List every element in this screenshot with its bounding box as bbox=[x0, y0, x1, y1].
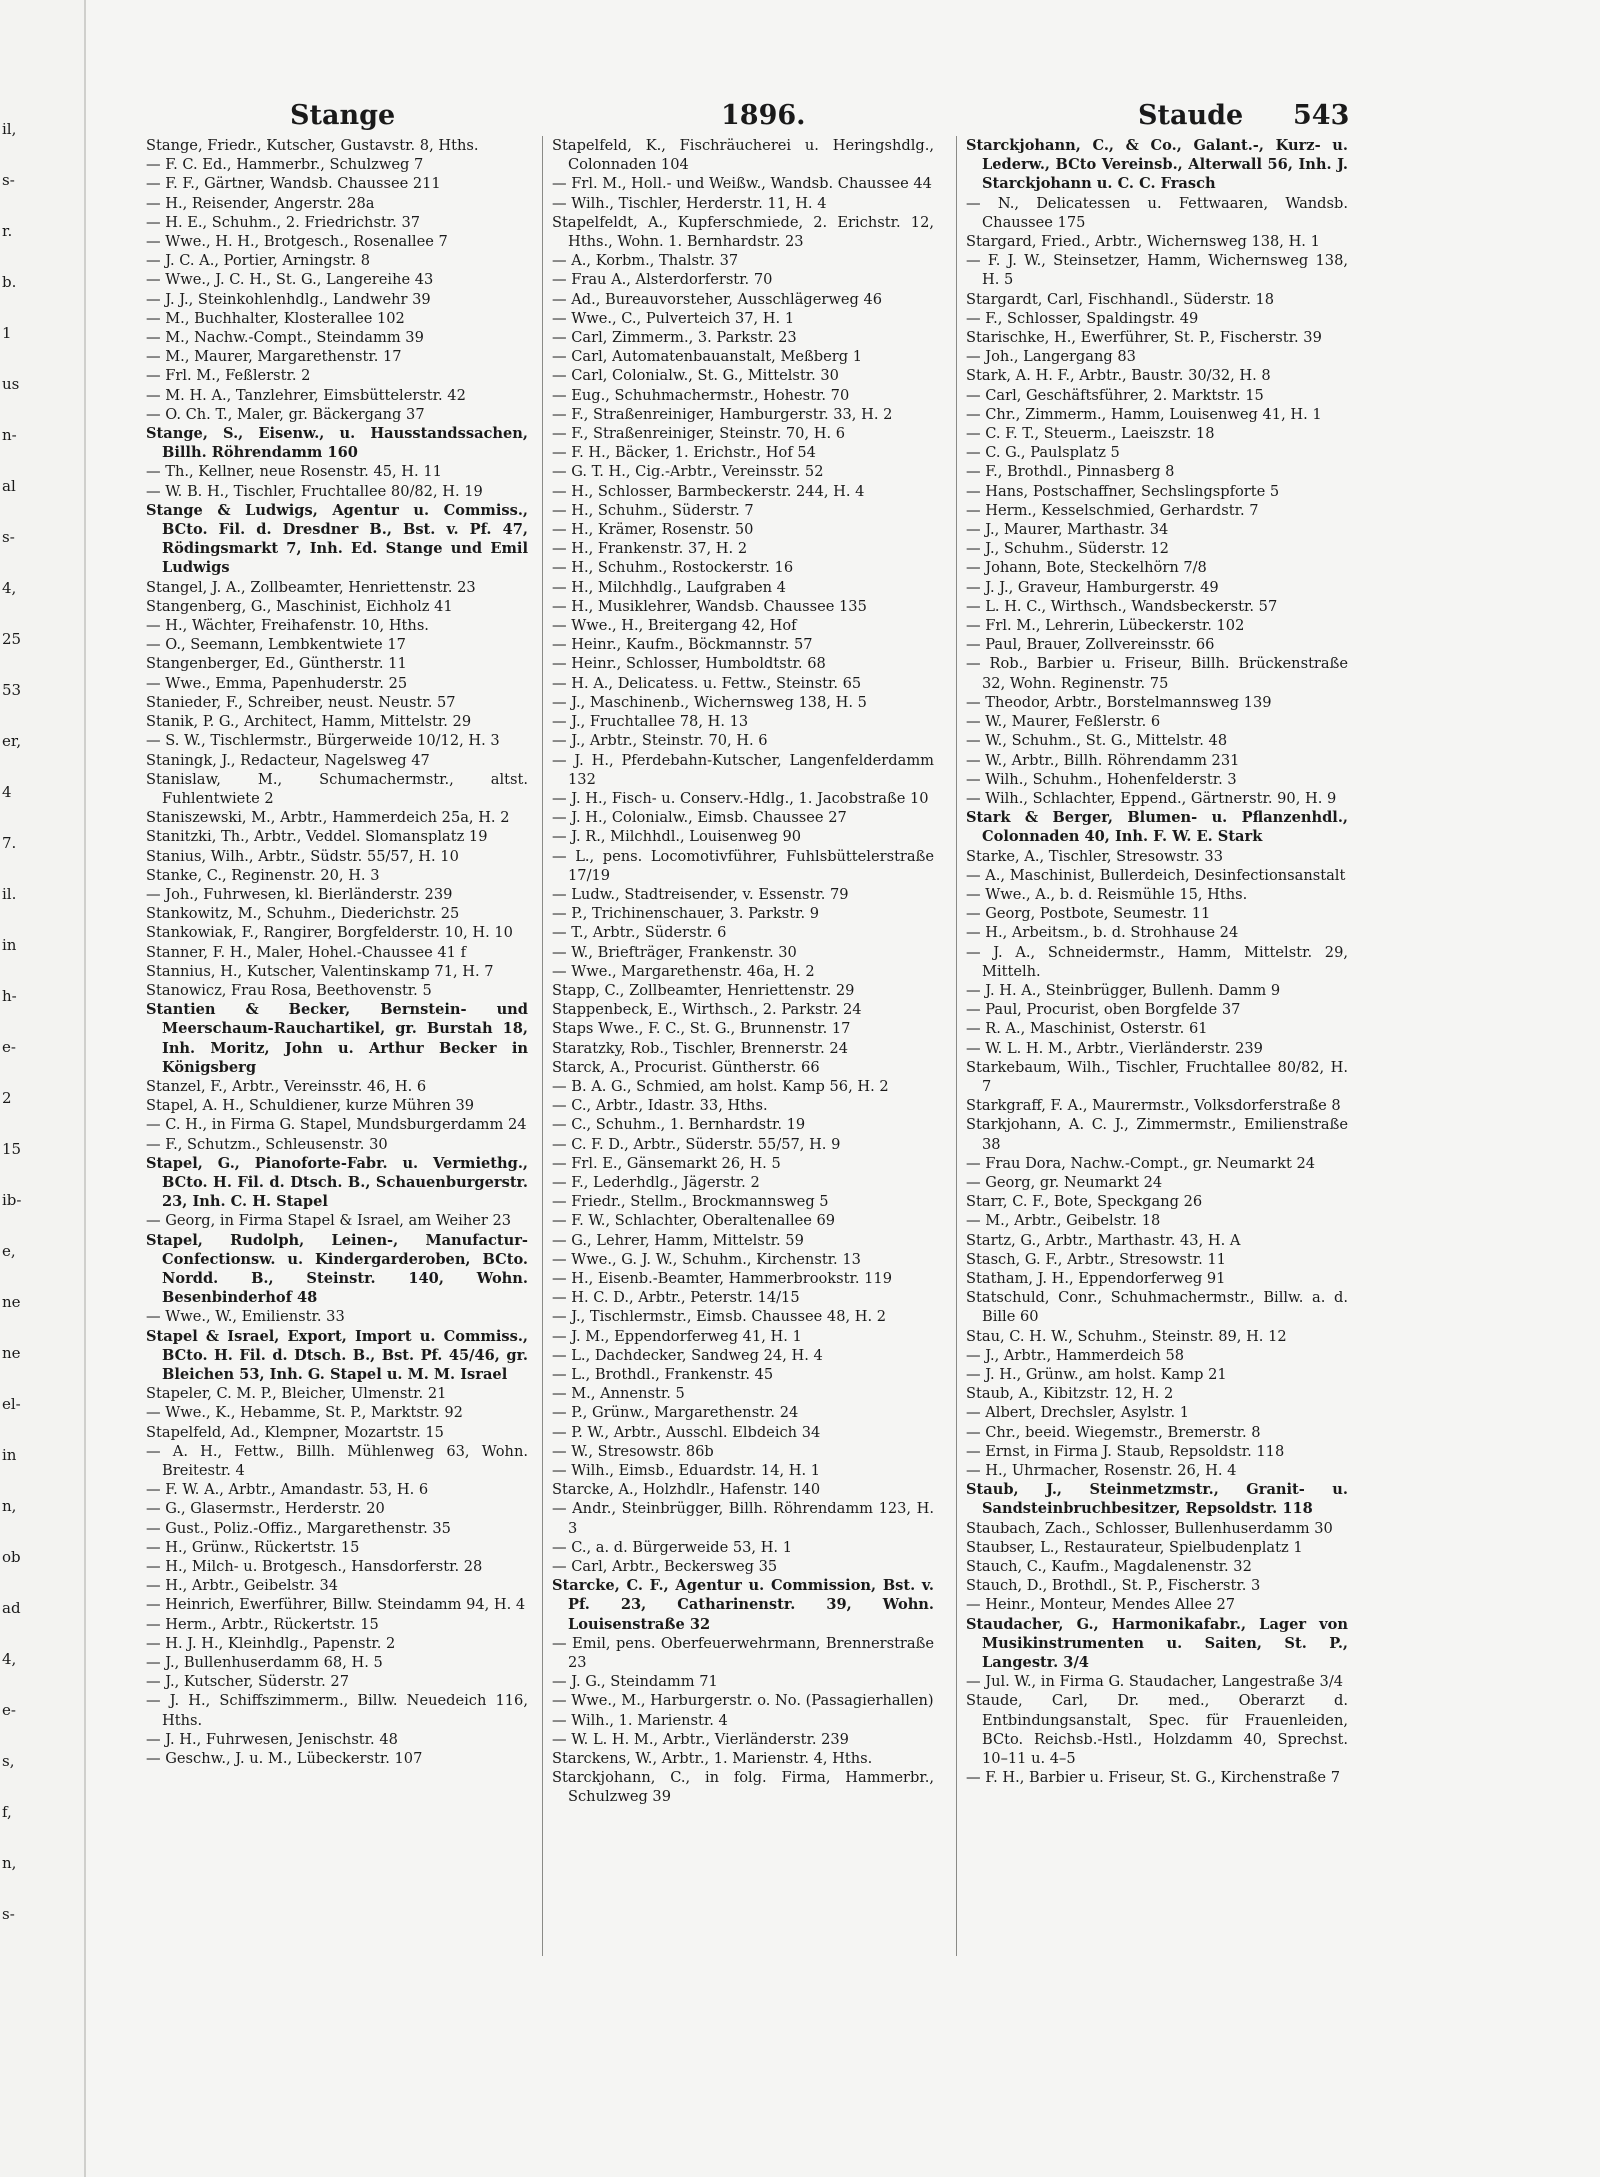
directory-entry: — H., Milch- u. Brotgesch., Hansdorferstr. 28 bbox=[146, 1558, 483, 1576]
directory-entry: — W. L. H. M., Arbtr., Vierländerstr. 239 bbox=[966, 1039, 1263, 1057]
directory-entry: Stapelfeldt, A., Kupferschmiede, 2. Erichstr. 12, Hths., Wohn. 1. Bernhardstr. 23 bbox=[552, 213, 934, 251]
directory-entry: — Wilh., Schlachter, Eppend., Gärtnerstr. 90, H. 9 bbox=[966, 789, 1337, 807]
edge-fragment: 4, bbox=[2, 579, 17, 597]
directory-entry: Staude, Carl, Dr. med., Oberarzt d. Entbindungsanstalt, Spec. für Frauenleiden, BCto. Reichsb.-Hstl., Holzdamm 40, Sprechst. 10–11 u. 4–5 bbox=[966, 1692, 1348, 1768]
directory-entry: Staningk, J., Redacteur, Nagelsweg 47 bbox=[146, 751, 430, 769]
directory-entry: Stargard, Fried., Arbtr., Wichernsweg 138, H. 1 bbox=[966, 233, 1320, 251]
directory-entry: — L., pens. Locomotivführer, Fuhlsbüttelerstraße 17/19 bbox=[552, 847, 934, 884]
directory-entry: — Heinr., Monteur, Mendes Allee 27 bbox=[966, 1596, 1236, 1614]
directory-entry: Starke, A., Tischler, Stresowstr. 33 bbox=[966, 847, 1223, 865]
directory-entry: Staubser, L., Restaurateur, Spielbudenplatz 1 bbox=[966, 1538, 1303, 1556]
edge-fragment: in bbox=[2, 1446, 17, 1464]
directory-entry: — Johann, Bote, Steckelhörn 7/8 bbox=[966, 559, 1207, 577]
directory-entry: Stargardt, Carl, Fischhandl., Süderstr. 18 bbox=[966, 290, 1275, 308]
directory-entry: — J. J., Graveur, Hamburgerstr. 49 bbox=[966, 578, 1219, 596]
directory-entry: — Frau A., Alsterdorferstr. 70 bbox=[552, 271, 773, 289]
directory-entry: — F., Straßenreiniger, Steinstr. 70, H. 6 bbox=[552, 425, 846, 443]
directory-entry: — Rob., Barbier u. Friseur, Billh. Brückenstraße 32, Wohn. Reginenstr. 75 bbox=[966, 655, 1348, 692]
directory-entry: Stanowicz, Frau Rosa, Beethovenstr. 5 bbox=[146, 981, 432, 999]
directory-entry: Stanke, C., Reginenstr. 20, H. 3 bbox=[146, 866, 380, 884]
directory-entry: Stauch, C., Kaufm., Magdalenenstr. 32 bbox=[966, 1558, 1252, 1576]
directory-entry: — J., Fruchtallee 78, H. 13 bbox=[552, 713, 749, 731]
directory-entry: — M., Nachw.-Compt., Steindamm 39 bbox=[146, 329, 424, 347]
directory-entry: — A. H., Fettw., Billh. Mühlenweg 63, Wohn. Breitestr. 4 bbox=[146, 1442, 528, 1480]
directory-entry: — Chr., Zimmerm., Hamm, Louisenweg 41, H. 1 bbox=[966, 405, 1322, 423]
directory-column-1 bbox=[146, 136, 528, 1768]
directory-entry: Stasch, G. F., Arbtr., Stresowstr. 11 bbox=[966, 1250, 1226, 1268]
directory-entry-firm: Stapel, G., Pianoforte-Fabr. u. Vermiethg., BCto. H. Fil. d. Dtsch. B., Schauenburgerstr. 23, Inh. C. H. Stapel bbox=[146, 1154, 528, 1211]
head-left-word: Stange bbox=[290, 100, 396, 131]
directory-entry-firm: Starcke, C. F., Agentur u. Commission, Bst. v. Pf. 23, Catharinenstr. 39, Wohn. Louisenstraße 32 bbox=[552, 1577, 934, 1633]
edge-fragment: n, bbox=[2, 1497, 17, 1515]
edge-fragment: al bbox=[2, 477, 16, 495]
directory-entry: — Georg, gr. Neumarkt 24 bbox=[966, 1173, 1163, 1191]
directory-entry: — F. H., Barbier u. Friseur, St. G., Kirchenstraße 7 bbox=[966, 1769, 1340, 1787]
directory-entry: — C. H., in Firma G. Stapel, Mundsburgerdamm 24 bbox=[146, 1116, 527, 1134]
directory-entry: — J. H., Grünw., am holst. Kamp 21 bbox=[966, 1366, 1227, 1383]
directory-entry: — Frl. M., Feßlerstr. 2 bbox=[146, 367, 311, 385]
directory-entry: — Georg, in Firma Stapel & Israel, am Weiher 23 bbox=[146, 1212, 512, 1230]
directory-entry: — C. G., Paulsplatz 5 bbox=[966, 444, 1120, 462]
directory-entry: — J. M., Eppendorferweg 41, H. 1 bbox=[552, 1327, 802, 1345]
edge-fragment: 25 bbox=[2, 630, 22, 648]
directory-entry: — J. A., Schneidermstr., Hamm, Mittelstr. 29, Mittelh. bbox=[966, 943, 1348, 980]
directory-entry: Starr, C. F., Bote, Speckgang 26 bbox=[966, 1193, 1203, 1211]
directory-entry: — M. H. A., Tanzlehrer, Eimsbüttelerstr. 42 bbox=[146, 386, 466, 404]
directory-entry: — H., Schuhm., Rostockerstr. 16 bbox=[552, 559, 794, 577]
directory-entry: — F. J. W., Steinsetzer, Hamm, Wichernsweg 138, H. 5 bbox=[966, 252, 1348, 289]
directory-entry: — P. W., Arbtr., Ausschl. Elbdeich 34 bbox=[552, 1423, 821, 1441]
directory-entry: — J. R., Milchhdl., Louisenweg 90 bbox=[552, 828, 802, 846]
directory-entry: — Th., Kellner, neue Rosenstr. 45, H. 11 bbox=[146, 463, 442, 481]
directory-entry: — H., Musiklehrer, Wandsb. Chaussee 135 bbox=[552, 597, 867, 615]
directory-entry: Stauch, D., Brothdl., St. P., Fischerstr. 3 bbox=[966, 1577, 1261, 1595]
directory-entry: — O. Ch. T., Maler, gr. Bäckergang 37 bbox=[146, 405, 425, 423]
directory-entry-firm: Staudacher, G., Harmonikafabr., Lager von Musikinstrumenten u. Saiten, St. P., Langestr. 3/4 bbox=[966, 1615, 1348, 1672]
directory-entry: — G. T. H., Cig.-Arbtr., Vereinsstr. 52 bbox=[552, 463, 824, 481]
directory-entry: Stangenberg, G., Maschinist, Eichholz 41 bbox=[146, 597, 453, 615]
directory-entry: — J. C. A., Portier, Arningstr. 8 bbox=[146, 252, 371, 270]
directory-entry: — Paul, Procurist, oben Borgfelde 37 bbox=[966, 1001, 1241, 1019]
directory-entry: Stapelfeld, K., Fischräucherei u. Heringshdlg., Colonnaden 104 bbox=[552, 137, 934, 174]
directory-entry: Starcke, A., Holzhdlr., Hafenstr. 140 bbox=[552, 1481, 821, 1499]
directory-entry: Startz, G., Arbtr., Marthastr. 43, H. A bbox=[966, 1231, 1241, 1249]
edge-fragment: e- bbox=[2, 1038, 16, 1056]
directory-entry: — G., Lehrer, Hamm, Mittelstr. 59 bbox=[552, 1231, 804, 1249]
directory-entry: — Carl, Geschäftsführer, 2. Marktstr. 15 bbox=[966, 386, 1264, 404]
directory-entry: — Wwe., J. C. H., St. G., Langereihe 43 bbox=[146, 271, 434, 289]
directory-entry: — H. C. D., Arbtr., Peterstr. 14/15 bbox=[552, 1289, 800, 1307]
directory-entry: — H., Uhrmacher, Rosenstr. 26, H. 4 bbox=[966, 1462, 1237, 1480]
directory-entry: Starkjohann, A. C. J., Zimmermstr., Emilienstraße 38 bbox=[966, 1116, 1348, 1153]
directory-entry: — J., Bullenhuserdamm 68, H. 5 bbox=[146, 1654, 383, 1672]
directory-entry: — Wwe., W., Emilienstr. 33 bbox=[146, 1308, 345, 1326]
directory-entry: — F. F., Gärtner, Wandsb. Chaussee 211 bbox=[146, 175, 441, 193]
directory-entry: — R. A., Maschinist, Osterstr. 61 bbox=[966, 1020, 1208, 1038]
directory-entry: — L., Brothdl., Frankenstr. 45 bbox=[552, 1366, 774, 1383]
directory-entry: — Herm., Arbtr., Rückertstr. 15 bbox=[146, 1615, 379, 1633]
directory-entry: — H., Milchhdlg., Laufgraben 4 bbox=[552, 578, 786, 596]
edge-fragment: il. bbox=[2, 885, 17, 903]
directory-entry: Stanik, P. G., Architect, Hamm, Mittelstr. 29 bbox=[146, 713, 472, 731]
directory-entry: — H., Schlosser, Barmbeckerstr. 244, H. 4 bbox=[552, 482, 865, 500]
directory-entry: — Herm., Kesselschmied, Gerhardstr. 7 bbox=[966, 501, 1259, 519]
directory-entry: — Frl. E., Gänsemarkt 26, H. 5 bbox=[552, 1154, 781, 1172]
edge-fragment: s- bbox=[2, 528, 15, 546]
directory-entry: Statham, J. H., Eppendorferweg 91 bbox=[966, 1269, 1226, 1287]
directory-entry: — F., Brothdl., Pinnasberg 8 bbox=[966, 463, 1175, 481]
edge-fragment: 4, bbox=[2, 1650, 17, 1668]
edge-fragment: 1 bbox=[2, 324, 12, 342]
directory-entry: — M., Maurer, Margarethenstr. 17 bbox=[146, 348, 402, 366]
directory-entry: — L. H. C., Wirthsch., Wandsbeckerstr. 57 bbox=[966, 597, 1278, 615]
directory-entry: — H., Krämer, Rosenstr. 50 bbox=[552, 521, 754, 539]
directory-entry: — H. E., Schuhm., 2. Friedrichstr. 37 bbox=[146, 213, 421, 231]
directory-entry: — Carl, Colonialw., St. G., Mittelstr. 30 bbox=[552, 367, 839, 385]
directory-entry-firm: Stark & Berger, Blumen- u. Pflanzenhdl., Colonnaden 40, Inh. F. W. E. Stark bbox=[966, 809, 1348, 846]
directory-entry: Stanitzki, Th., Arbtr., Veddel. Slomansplatz 19 bbox=[146, 828, 488, 846]
directory-entry: Staps Wwe., F. C., St. G., Brunnenstr. 17 bbox=[552, 1020, 851, 1038]
directory-entry: — J. G., Steindamm 71 bbox=[552, 1673, 718, 1691]
edge-fragment: in bbox=[2, 936, 17, 954]
directory-entry: — B. A. G., Schmied, am holst. Kamp 56, H. 2 bbox=[552, 1077, 889, 1095]
edge-fragment: r. bbox=[2, 222, 13, 240]
directory-entry: — H., Arbtr., Geibelstr. 34 bbox=[146, 1577, 339, 1595]
directory-entry: — Albert, Drechsler, Asylstr. 1 bbox=[966, 1404, 1190, 1422]
directory-entry: — Frau Dora, Nachw.-Compt., gr. Neumarkt 24 bbox=[966, 1154, 1316, 1172]
directory-entry: — J. H., Fuhrwesen, Jenischstr. 48 bbox=[146, 1730, 398, 1748]
directory-entry: — C., Schuhm., 1. Bernhardstr. 19 bbox=[552, 1116, 806, 1134]
directory-entry: — F. H., Bäcker, 1. Erichstr., Hof 54 bbox=[552, 444, 816, 462]
directory-entry: Stangel, J. A., Zollbeamter, Henriettenstr. 23 bbox=[146, 578, 476, 596]
directory-entry: Staub, A., Kibitzstr. 12, H. 2 bbox=[966, 1385, 1174, 1403]
head-year: 1896. bbox=[721, 100, 806, 131]
directory-entry: Starck, A., Procurist. Güntherstr. 66 bbox=[552, 1058, 820, 1076]
directory-entry: — Eug., Schuhmachermstr., Hohestr. 70 bbox=[552, 386, 850, 404]
directory-entry: — O., Seemann, Lembkentwiete 17 bbox=[146, 636, 406, 654]
column-divider bbox=[956, 136, 957, 1956]
directory-entry: — J. J., Steinkohlenhdlg., Landwehr 39 bbox=[146, 290, 431, 308]
directory-entry: Stankowitz, M., Schuhm., Diederichstr. 25 bbox=[146, 905, 460, 923]
directory-entry: — Wwe., A., b. d. Reismühle 15, Hths. bbox=[966, 885, 1248, 903]
directory-entry: Stapelfeld, Ad., Klempner, Mozartstr. 15 bbox=[146, 1423, 444, 1441]
edge-fragment: h- bbox=[2, 987, 17, 1005]
directory-entry: — Heinr., Kaufm., Böckmannstr. 57 bbox=[552, 636, 813, 654]
directory-entry: — Emil, pens. Oberfeuerwehrmann, Brennerstraße 23 bbox=[552, 1634, 934, 1672]
directory-entry: — Geschw., J. u. M., Lübeckerstr. 107 bbox=[146, 1750, 423, 1768]
directory-column-3 bbox=[966, 136, 1348, 1787]
directory-entry: — S. W., Tischlermstr., Bürgerweide 10/12, H. 3 bbox=[146, 732, 500, 750]
directory-entry: — W., Arbtr., Billh. Röhrendamm 231 bbox=[966, 751, 1240, 769]
directory-entry: — Jul. W., in Firma G. Staudacher, Langestraße 3/4 bbox=[966, 1673, 1344, 1691]
directory-entry: Statschuld, Conr., Schuhmachermstr., Billw. a. d. Bille 60 bbox=[966, 1289, 1348, 1326]
edge-fragment: s- bbox=[2, 1905, 15, 1923]
edge-fragment: ob bbox=[2, 1548, 21, 1566]
edge-fragment: ne bbox=[2, 1293, 21, 1311]
directory-entry: — Joh., Fuhrwesen, kl. Bierländerstr. 239 bbox=[146, 885, 453, 903]
directory-entry: — Joh., Langergang 83 bbox=[966, 348, 1136, 366]
directory-entry-firm: Staub, J., Steinmetzmstr., Granit- u. Sandsteinbruchbesitzer, Repsoldstr. 118 bbox=[966, 1481, 1348, 1518]
directory-page bbox=[138, 100, 1350, 1980]
directory-entry: — H., Grünw., Rückertstr. 15 bbox=[146, 1538, 360, 1556]
directory-entry: — C., a. d. Bürgerweide 53, H. 1 bbox=[552, 1538, 792, 1556]
directory-entry: — Ludw., Stadtreisender, v. Essenstr. 79 bbox=[552, 885, 849, 903]
directory-entry: — J. H. A., Steinbrügger, Bullenh. Damm 9 bbox=[966, 981, 1281, 999]
directory-entry: — F. C. Ed., Hammerbr., Schulzweg 7 bbox=[146, 156, 424, 174]
directory-entry: — P., Trichinenschauer, 3. Parkstr. 9 bbox=[552, 905, 820, 923]
directory-entry: — Chr., beeid. Wiegemstr., Bremerstr. 8 bbox=[966, 1423, 1261, 1441]
edge-fragment: ib- bbox=[2, 1191, 22, 1209]
edge-fragment: e- bbox=[2, 1701, 16, 1719]
directory-entry: — A., Maschinist, Bullerdeich, Desinfectionsanstalt bbox=[966, 866, 1346, 884]
directory-entry: — J., Kutscher, Süderstr. 27 bbox=[146, 1673, 349, 1691]
directory-entry: Starischke, H., Ewerführer, St. P., Fischerstr. 39 bbox=[966, 329, 1322, 347]
directory-entry: — J., Schuhm., Süderstr. 12 bbox=[966, 540, 1169, 558]
directory-entry: Stappenbeck, E., Wirthsch., 2. Parkstr. 24 bbox=[552, 1001, 862, 1019]
directory-entry: — Wwe., K., Hebamme, St. P., Marktstr. 92 bbox=[146, 1404, 463, 1422]
edge-fragment: il, bbox=[2, 120, 17, 138]
directory-entry: — Georg, Postbote, Seumestr. 11 bbox=[966, 905, 1211, 923]
directory-entry: — T., Arbtr., Süderstr. 6 bbox=[552, 924, 727, 942]
directory-entry: — W. L. H. M., Arbtr., Vierländerstr. 239 bbox=[552, 1730, 849, 1748]
directory-entry-firm: Stange & Ludwigs, Agentur u. Commiss., BCto. Fil. d. Dresdner B., Bst. v. Pf. 47, Rödingsmarkt 7, Inh. Ed. Stange und Emil Ludwigs bbox=[146, 501, 528, 577]
directory-entry: — H., Arbeitsm., b. d. Strohhause 24 bbox=[966, 924, 1239, 942]
directory-entry: — W. B. H., Tischler, Fruchtallee 80/82, H. 19 bbox=[146, 482, 483, 500]
directory-entry: — Wwe., H. H., Brotgesch., Rosenallee 7 bbox=[146, 233, 448, 251]
edge-fragment: er, bbox=[2, 732, 22, 750]
directory-entry: — Carl, Automatenbauanstalt, Meßberg 1 bbox=[552, 348, 863, 366]
head-right-word: Staude bbox=[1138, 100, 1244, 131]
directory-entry: — Theodor, Arbtr., Borstelmannsweg 139 bbox=[966, 693, 1272, 711]
directory-entry: — W., Maurer, Feßlerstr. 6 bbox=[966, 713, 1161, 731]
edge-fragment: n- bbox=[2, 426, 17, 444]
directory-entry: — Wilh., Tischler, Herderstr. 11, H. 4 bbox=[552, 194, 827, 212]
directory-entry: — Gust., Poliz.-Offiz., Margarethenstr. 35 bbox=[146, 1519, 451, 1537]
directory-entry: Stannius, H., Kutscher, Valentinskamp 71, H. 7 bbox=[146, 962, 494, 980]
directory-entry: Starckens, W., Arbtr., 1. Marienstr. 4, Hths. bbox=[552, 1750, 873, 1768]
edge-fragment: n, bbox=[2, 1854, 17, 1872]
directory-entry: — J. H., Pferdebahn-Kutscher, Langenfelderdamm 132 bbox=[552, 751, 934, 788]
edge-fragment: f, bbox=[2, 1803, 12, 1821]
directory-entry: Staratzky, Rob., Tischler, Brennerstr. 24 bbox=[552, 1039, 848, 1057]
directory-entry: Stapel, A. H., Schuldiener, kurze Mühren 39 bbox=[146, 1097, 475, 1115]
column-divider bbox=[542, 136, 543, 1956]
directory-entry: — M., Annenstr. 5 bbox=[552, 1385, 685, 1403]
directory-entry: — C., Arbtr., Idastr. 33, Hths. bbox=[552, 1097, 768, 1115]
directory-entry: — Frl. M., Lehrerin, Lübeckerstr. 102 bbox=[966, 617, 1245, 635]
directory-entry: Stark, A. H. F., Arbtr., Baustr. 30/32, H. 8 bbox=[966, 367, 1271, 385]
directory-entry: Stanius, Wilh., Arbtr., Südstr. 55/57, H. 10 bbox=[146, 847, 459, 865]
directory-entry: — Wwe., Margarethenstr. 46a, H. 2 bbox=[552, 962, 815, 980]
directory-entry: — W., Briefträger, Frankenstr. 30 bbox=[552, 943, 797, 961]
directory-entry: — Wwe., H., Breitergang 42, Hof bbox=[552, 617, 797, 635]
directory-entry: — J., Maurer, Marthastr. 34 bbox=[966, 521, 1169, 539]
directory-entry-firm: Stange, S., Eisenw., u. Hausstandssachen, Billh. Röhrendamm 160 bbox=[146, 425, 528, 462]
directory-entry: — Hans, Postschaffner, Sechslingspforte 5 bbox=[966, 482, 1280, 500]
edge-fragment: s, bbox=[2, 1752, 15, 1770]
directory-entry: — Friedr., Stellm., Brockmannsweg 5 bbox=[552, 1193, 829, 1211]
directory-entry: — W., Schuhm., St. G., Mittelstr. 48 bbox=[966, 732, 1228, 750]
directory-entry: — Wwe., C., Pulverteich 37, H. 1 bbox=[552, 309, 795, 327]
directory-entry-firm: Stantien & Becker, Bernstein- und Meerschaum-Rauchartikel, gr. Burstah 18, Inh. Moritz, John u. Arthur Becker in Königsberg bbox=[146, 1001, 528, 1076]
directory-entry: — H., Frankenstr. 37, H. 2 bbox=[552, 540, 748, 558]
directory-entry: — H. A., Delicatess. u. Fettw., Steinstr. 65 bbox=[552, 674, 862, 692]
directory-entry: — F., Lederhdlg., Jägerstr. 2 bbox=[552, 1173, 760, 1191]
directory-entry: Starkgraff, F. A., Maurermstr., Volksdorferstraße 8 bbox=[966, 1097, 1341, 1115]
directory-entry: — Wwe., M., Harburgerstr. o. No. (Passagierhallen) bbox=[552, 1692, 934, 1710]
directory-entry: — Wwe., G. J. W., Schuhm., Kirchenstr. 13 bbox=[552, 1250, 861, 1268]
directory-entry: — Ernst, in Firma J. Staub, Repsoldstr. 118 bbox=[966, 1442, 1285, 1460]
directory-entry: — J. H., Colonialw., Eimsb. Chaussee 27 bbox=[552, 809, 847, 827]
directory-entry: — H., Reisender, Angerstr. 28a bbox=[146, 194, 375, 212]
directory-entry: — A., Korbm., Thalstr. 37 bbox=[552, 252, 739, 270]
directory-entry: — Paul, Brauer, Zollvereinsstr. 66 bbox=[966, 636, 1215, 654]
directory-entry: — M., Buchhalter, Klosterallee 102 bbox=[146, 309, 405, 327]
directory-entry: — Carl, Arbtr., Beckersweg 35 bbox=[552, 1558, 778, 1576]
directory-entry: — F. W. A., Arbtr., Amandastr. 53, H. 6 bbox=[146, 1481, 429, 1499]
directory-entry: — Heinr., Schlosser, Humboldtstr. 68 bbox=[552, 655, 826, 673]
directory-entry: — Wilh., Schuhm., Hohenfelderstr. 3 bbox=[966, 770, 1237, 788]
directory-entry: — F., Schlosser, Spaldingstr. 49 bbox=[966, 309, 1199, 327]
directory-entry: — F., Straßenreiniger, Hamburgerstr. 33, H. 2 bbox=[552, 405, 893, 423]
directory-entry: Stanzel, F., Arbtr., Vereinsstr. 46, H. 6 bbox=[146, 1077, 427, 1095]
directory-entry: — H., Wächter, Freihafenstr. 10, Hths. bbox=[146, 617, 429, 635]
directory-entry: — H., Eisenb.-Beamter, Hammerbrookstr. 119 bbox=[552, 1269, 892, 1287]
directory-entry-firm: Stapel & Israel, Export, Import u. Commiss., BCto. H. Fil. d. Dtsch. B., Bst. Pf. 45/46, gr. Bleichen 53, Inh. G. Stapel u. M. M. Israel bbox=[146, 1327, 528, 1383]
edge-fragment: us bbox=[2, 375, 20, 393]
edge-fragment: 4 bbox=[2, 783, 12, 801]
directory-entry: — M., Arbtr., Geibelstr. 18 bbox=[966, 1212, 1161, 1230]
directory-entry: Starckjohann, C., in folg. Firma, Hammerbr., Schulzweg 39 bbox=[552, 1769, 934, 1806]
directory-entry: Stanieder, F., Schreiber, neust. Neustr. 57 bbox=[146, 693, 456, 711]
directory-entry: — Wilh., Eimsb., Eduardstr. 14, H. 1 bbox=[552, 1462, 821, 1480]
running-head bbox=[138, 100, 1350, 134]
directory-entry: — J. H., Schiffszimmerm., Billw. Neuedeich 116, Hths. bbox=[146, 1692, 528, 1729]
directory-entry: — H. J. H., Kleinhdlg., Papenstr. 2 bbox=[146, 1634, 396, 1652]
edge-fragment: 53 bbox=[2, 681, 22, 699]
directory-entry: Stau, C. H. W., Schuhm., Steinstr. 89, H. 12 bbox=[966, 1327, 1287, 1345]
directory-entry: — Wilh., 1. Marienstr. 4 bbox=[552, 1711, 728, 1729]
page-number: 543 bbox=[1293, 100, 1350, 131]
directory-entry: — J., Arbtr., Hammerdeich 58 bbox=[966, 1346, 1185, 1364]
directory-entry: Staniszewski, M., Arbtr., Hammerdeich 25a, H. 2 bbox=[146, 809, 510, 827]
directory-entry: — Ad., Bureauvorsteher, Ausschlägerweg 46 bbox=[552, 290, 883, 308]
directory-entry: — Frl. M., Holl.- und Weißw., Wandsb. Chaussee 44 bbox=[552, 175, 932, 193]
directory-entry: Staubach, Zach., Schlosser, Bullenhuserdamm 30 bbox=[966, 1519, 1333, 1537]
directory-entry: Stapeler, C. M. P., Bleicher, Ulmenstr. 21 bbox=[146, 1385, 447, 1403]
directory-entry: — H., Schuhm., Süderstr. 7 bbox=[552, 501, 754, 519]
directory-entry-firm: Starckjohann, C., & Co., Galant.-, Kurz- u. Lederw., BCto Vereinsb., Alterwall 56, Inh. J. Starckjohann u. C. C. Frasch bbox=[966, 137, 1348, 193]
directory-entry: Stankowiak, F., Rangirer, Borgfelderstr. 10, H. 10 bbox=[146, 924, 513, 942]
directory-column-2 bbox=[552, 136, 934, 1807]
directory-entry: — Andr., Steinbrügger, Billh. Röhrendamm 123, H. 3 bbox=[552, 1500, 934, 1537]
directory-entry: — C. F. D., Arbtr., Süderstr. 55/57, H. 9 bbox=[552, 1135, 841, 1153]
directory-entry: — J. H., Fisch- u. Conserv.-Hdlg., 1. Jacobstraße 10 bbox=[552, 789, 929, 807]
previous-page-edge bbox=[0, 0, 86, 2177]
directory-entry: Stangenberger, Ed., Güntherstr. 11 bbox=[146, 655, 407, 673]
directory-entry: — P., Grünw., Margarethenstr. 24 bbox=[552, 1404, 799, 1422]
directory-entry: — J., Tischlermstr., Eimsb. Chaussee 48, H. 2 bbox=[552, 1308, 887, 1326]
directory-entry: — W., Stresowstr. 86b bbox=[552, 1442, 714, 1460]
edge-fragment: s- bbox=[2, 171, 15, 189]
page-gutter-line bbox=[84, 0, 86, 2177]
directory-entry: Starkebaum, Wilh., Tischler, Fruchtallee 80/82, H. 7 bbox=[966, 1058, 1348, 1095]
directory-entry: — Carl, Zimmerm., 3. Parkstr. 23 bbox=[552, 329, 797, 347]
directory-entry: Stanislaw, M., Schumachermstr., altst. Fuhlentwiete 2 bbox=[146, 770, 528, 807]
directory-entry: — N., Delicatessen u. Fettwaaren, Wandsb. Chaussee 175 bbox=[966, 194, 1348, 231]
edge-fragment: el- bbox=[2, 1395, 21, 1413]
edge-fragment: ad bbox=[2, 1599, 21, 1617]
directory-entry: — Heinrich, Ewerführer, Billw. Steindamm 94, H. 4 bbox=[146, 1596, 526, 1614]
edge-fragment: 7. bbox=[2, 834, 17, 852]
directory-entry: — L., Dachdecker, Sandweg 24, H. 4 bbox=[552, 1346, 823, 1364]
edge-fragment: 15 bbox=[2, 1140, 22, 1158]
directory-entry: — J., Arbtr., Steinstr. 70, H. 6 bbox=[552, 732, 768, 750]
edge-fragment: e, bbox=[2, 1242, 16, 1260]
directory-entry: — C. F. T., Steuerm., Laeiszstr. 18 bbox=[966, 425, 1215, 443]
directory-entry: — F., Schutzm., Schleusenstr. 30 bbox=[146, 1135, 388, 1153]
directory-entry: — Wwe., Emma, Papenhuderstr. 25 bbox=[146, 674, 408, 692]
directory-entry: Stanner, F. H., Maler, Hohel.-Chaussee 41 f bbox=[146, 943, 466, 961]
directory-entry: Stapp, C., Zollbeamter, Henriettenstr. 29 bbox=[552, 981, 855, 999]
directory-entry: Stange, Friedr., Kutscher, Gustavstr. 8, Hths. bbox=[146, 137, 479, 154]
directory-entry: — G., Glasermstr., Herderstr. 20 bbox=[146, 1500, 385, 1518]
edge-fragment: ne bbox=[2, 1344, 21, 1362]
directory-entry: — F. W., Schlachter, Oberaltenallee 69 bbox=[552, 1212, 836, 1230]
edge-fragment: 2 bbox=[2, 1089, 12, 1107]
directory-entry: — J., Maschinenb., Wichernsweg 138, H. 5 bbox=[552, 693, 867, 711]
edge-fragment: b. bbox=[2, 273, 17, 291]
directory-entry-firm: Stapel, Rudolph, Leinen-, Manufactur-Confectionsw. u. Kindergarderoben, BCto. Nordd. B., Steinstr. 140, Wohn. Besenbinderhof 48 bbox=[146, 1231, 528, 1307]
